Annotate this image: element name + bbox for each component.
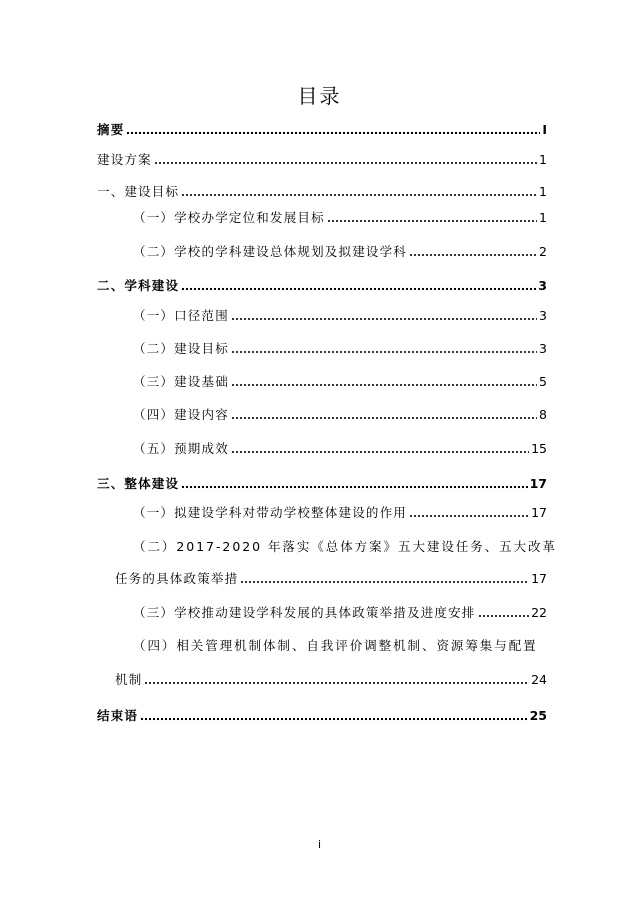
toc-label: （二）学校的学科建设总体规划及拟建设学科 (133, 244, 408, 259)
toc-entry-section-2-5[interactable] (133, 439, 547, 459)
footer-page-number: i (317, 838, 322, 851)
dot-leader (144, 681, 529, 685)
dot-leader (231, 317, 537, 321)
toc-page-number: 5 (539, 374, 547, 389)
toc-entry-section-2-3[interactable] (133, 372, 547, 392)
toc-page-number: 3 (538, 278, 547, 293)
toc-page-number: 24 (531, 672, 547, 687)
toc-entry-plan[interactable] (97, 150, 547, 170)
toc-entry-section-1[interactable] (97, 182, 547, 202)
toc-entry-section-1-1[interactable] (133, 208, 547, 228)
toc-page-number: 17 (531, 571, 547, 586)
dot-leader (240, 580, 529, 584)
dot-leader (126, 131, 540, 135)
toc-page-number: 3 (539, 308, 547, 323)
toc-entry-section-2[interactable] (97, 276, 547, 296)
toc-label: （四）建设内容 (133, 407, 229, 422)
toc-entry-section-3-4[interactable] (115, 670, 547, 690)
toc-entry-abstract[interactable] (97, 120, 547, 140)
toc-page-number: 17 (529, 476, 547, 491)
toc-label: （五）预期成效 (133, 441, 229, 456)
toc-page-number: 1 (539, 184, 547, 199)
toc-entry-section-3-1[interactable] (133, 503, 547, 523)
toc-label: （一）学校办学定位和发展目标 (133, 210, 325, 225)
toc-entry-section-2-2[interactable] (133, 339, 547, 359)
toc-entry-section-3-2-first-line[interactable]: （二）2017-2020 年落实《总体方案》五大建设任务、五大改革 (133, 539, 557, 554)
dot-leader (409, 253, 537, 257)
dot-leader (231, 350, 537, 354)
toc-label: （一）拟建设学科对带动学校整体建设的作用 (133, 505, 408, 520)
toc-page-number: 25 (529, 708, 547, 723)
toc-entry-section-3-3[interactable] (133, 603, 547, 623)
toc-page-number: 2 (539, 244, 547, 259)
toc-entry-section-3-4-first-line[interactable]: （四）相关管理机制体制、自我评价调整机制、资源筹集与配置 (133, 638, 538, 653)
toc-entry-section-3[interactable] (97, 474, 547, 494)
dot-leader (154, 161, 537, 165)
toc-label: 建设方案 (97, 152, 152, 167)
dot-leader (231, 383, 537, 387)
toc-label: （三）建设基础 (133, 374, 229, 389)
toc-label: 三、整体建设 (97, 476, 180, 491)
toc-label: 任务的具体政策举措 (115, 571, 239, 586)
dot-leader (181, 193, 537, 197)
toc-label: 机制 (115, 672, 143, 687)
dot-leader (327, 219, 537, 223)
toc-label: 结束语 (97, 708, 139, 723)
toc-page-number: 17 (531, 505, 547, 520)
toc-label: 摘要 (97, 122, 125, 137)
dot-leader (231, 450, 529, 454)
dot-leader (140, 717, 527, 721)
toc-page-number: 3 (539, 341, 547, 356)
toc-entry-section-3-2[interactable] (115, 569, 547, 589)
toc-label: 二、学科建设 (97, 278, 180, 293)
toc-entry-section-2-1[interactable] (133, 306, 547, 326)
toc-label: （一）口径范围 (133, 308, 229, 323)
toc-page-number: 22 (531, 605, 547, 620)
toc-label: （三）学校推动建设学科发展的具体政策举措及进度安排 (133, 605, 476, 620)
dot-leader (409, 514, 529, 518)
toc-page-number: 1 (539, 152, 547, 167)
dot-leader (181, 485, 527, 489)
page-title: 目录 (297, 84, 342, 108)
toc-label: （二）建设目标 (133, 341, 229, 356)
toc-entry-section-2-4[interactable] (133, 405, 547, 425)
toc-label: 一、建设目标 (97, 184, 180, 199)
toc-page-number: 8 (539, 407, 547, 422)
toc-page-number: I (542, 122, 547, 137)
toc-page-number: 15 (531, 441, 547, 456)
toc-page-number: 1 (539, 210, 547, 225)
dot-leader (478, 614, 530, 618)
dot-leader (231, 416, 537, 420)
toc-entry-section-1-2[interactable] (133, 242, 547, 262)
dot-leader (181, 287, 536, 291)
toc-entry-conclusion[interactable] (97, 706, 547, 726)
